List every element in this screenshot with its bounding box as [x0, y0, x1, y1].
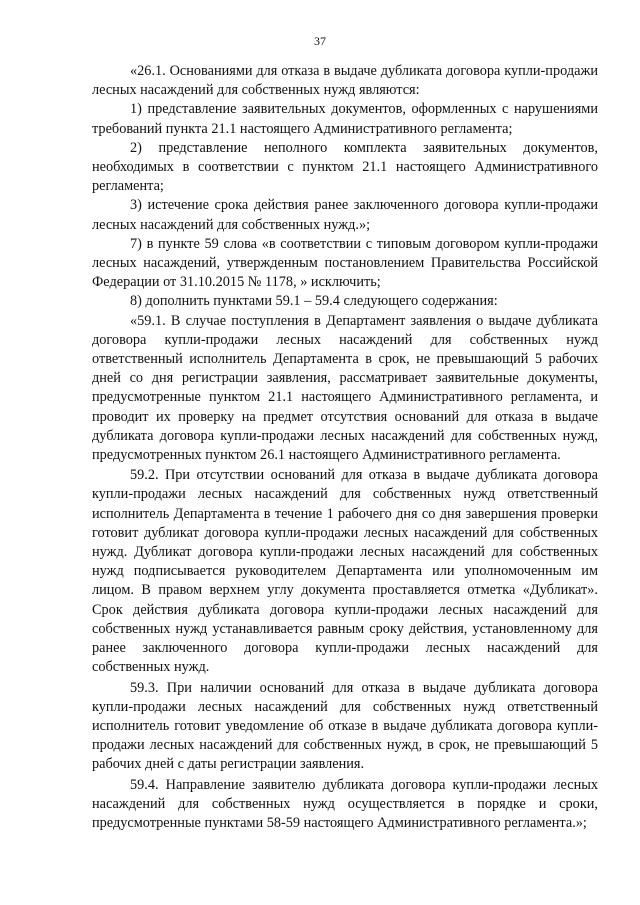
page-number: 37 [314, 34, 326, 48]
paragraph-59-2: 59.2. При отсутствии оснований для отказа в выдаче дубликата договора купли-продажи лесных насаждений для собственных нужд ответственный исполнитель Департамента в течение 1 рабочего дня со дня завершения проверки готовит дубликат договора купли-продажи лесных насаждений для собственных нужд. Дубликат договора купли-продажи лесных насаждений для собственных нужд подписывается руководителем Департамента или уполномоченным им лицом. В правом верхнем углу документа проставляется отметка «Дубликат». Срок действия дубликата договора купли-продажи лесных насаждений для собственных нужд устанавливается равным сроку действия, установленному для ранее заключенного договора купли-продажи лесных насаждений для собственных нужд. [92, 467, 598, 676]
paragraph-item-7: 7) в пункте 59 слова «в соответствии с типовым договором купли-продажи лесных насаждений, утвержденным постановлением Правительства Российской Федерации от 31.10.2015 № 1178, » исключить; [92, 235, 598, 291]
paragraph-item-3: 3) истечение срока действия ранее заключенного договора купли-продажи лесных насаждений для собственных нужд.»; [92, 197, 598, 233]
paragraph-59-3: 59.3. При наличии оснований для отказа в выдаче дубликата договора купли-продажи лесных насаждений для собственных нужд ответственный исполнитель готовит уведомление об отказе в выдаче дубликата договора купли-продажи лесных насаждений для собственных нужд, в срок, не превышающий 5 рабочих дней с даты регистрации заявления. [92, 679, 598, 773]
paragraph-item-2: 2) представление неполного комплекта заявительных документов, необходимых в соответствии с пунктом 21.1 настоящего Административного регламента; [92, 139, 598, 195]
paragraph-item-8: 8) дополнить пунктами 59.1 – 59.4 следующего содержания: [130, 293, 498, 310]
paragraph-26-1: «26.1. Основаниями для отказа в выдаче дубликата договора купли-продажи лесных насаждений для собственных нужд являются: [92, 63, 598, 99]
document-body [92, 62, 598, 833]
paragraph-item-1: 1) представление заявительных документов, оформленных с нарушениями требований пункта 21.1 настоящего Административного регламента; [92, 101, 598, 137]
paragraph-59-1: «59.1. В случае поступления в Департамент заявления о выдаче дубликата договора купли-продажи лесных насаждений для собственных нужд ответственный исполнитель Департамента в срок, не превышающий 5 рабочих дней со дня регистрации заявления, рассматривает заявительные документы, предусмотренные пунктом 21.1 настоящего Административного регламента, и проводит их проверку на предмет отсутствия оснований для отказа в выдаче дубликата договора купли-продажи лесных насаждений для собственных нужд, предусмотренных пунктом 26.1 настоящего Административного регламента. [92, 312, 598, 464]
paragraph-59-4: 59.4. Направление заявителю дубликата договора купли-продажи лесных насаждений для собственных нужд осуществляется в порядке и сроки, предусмотренные пунктами 58-59 настоящего Административного регламента.»; [92, 776, 598, 831]
